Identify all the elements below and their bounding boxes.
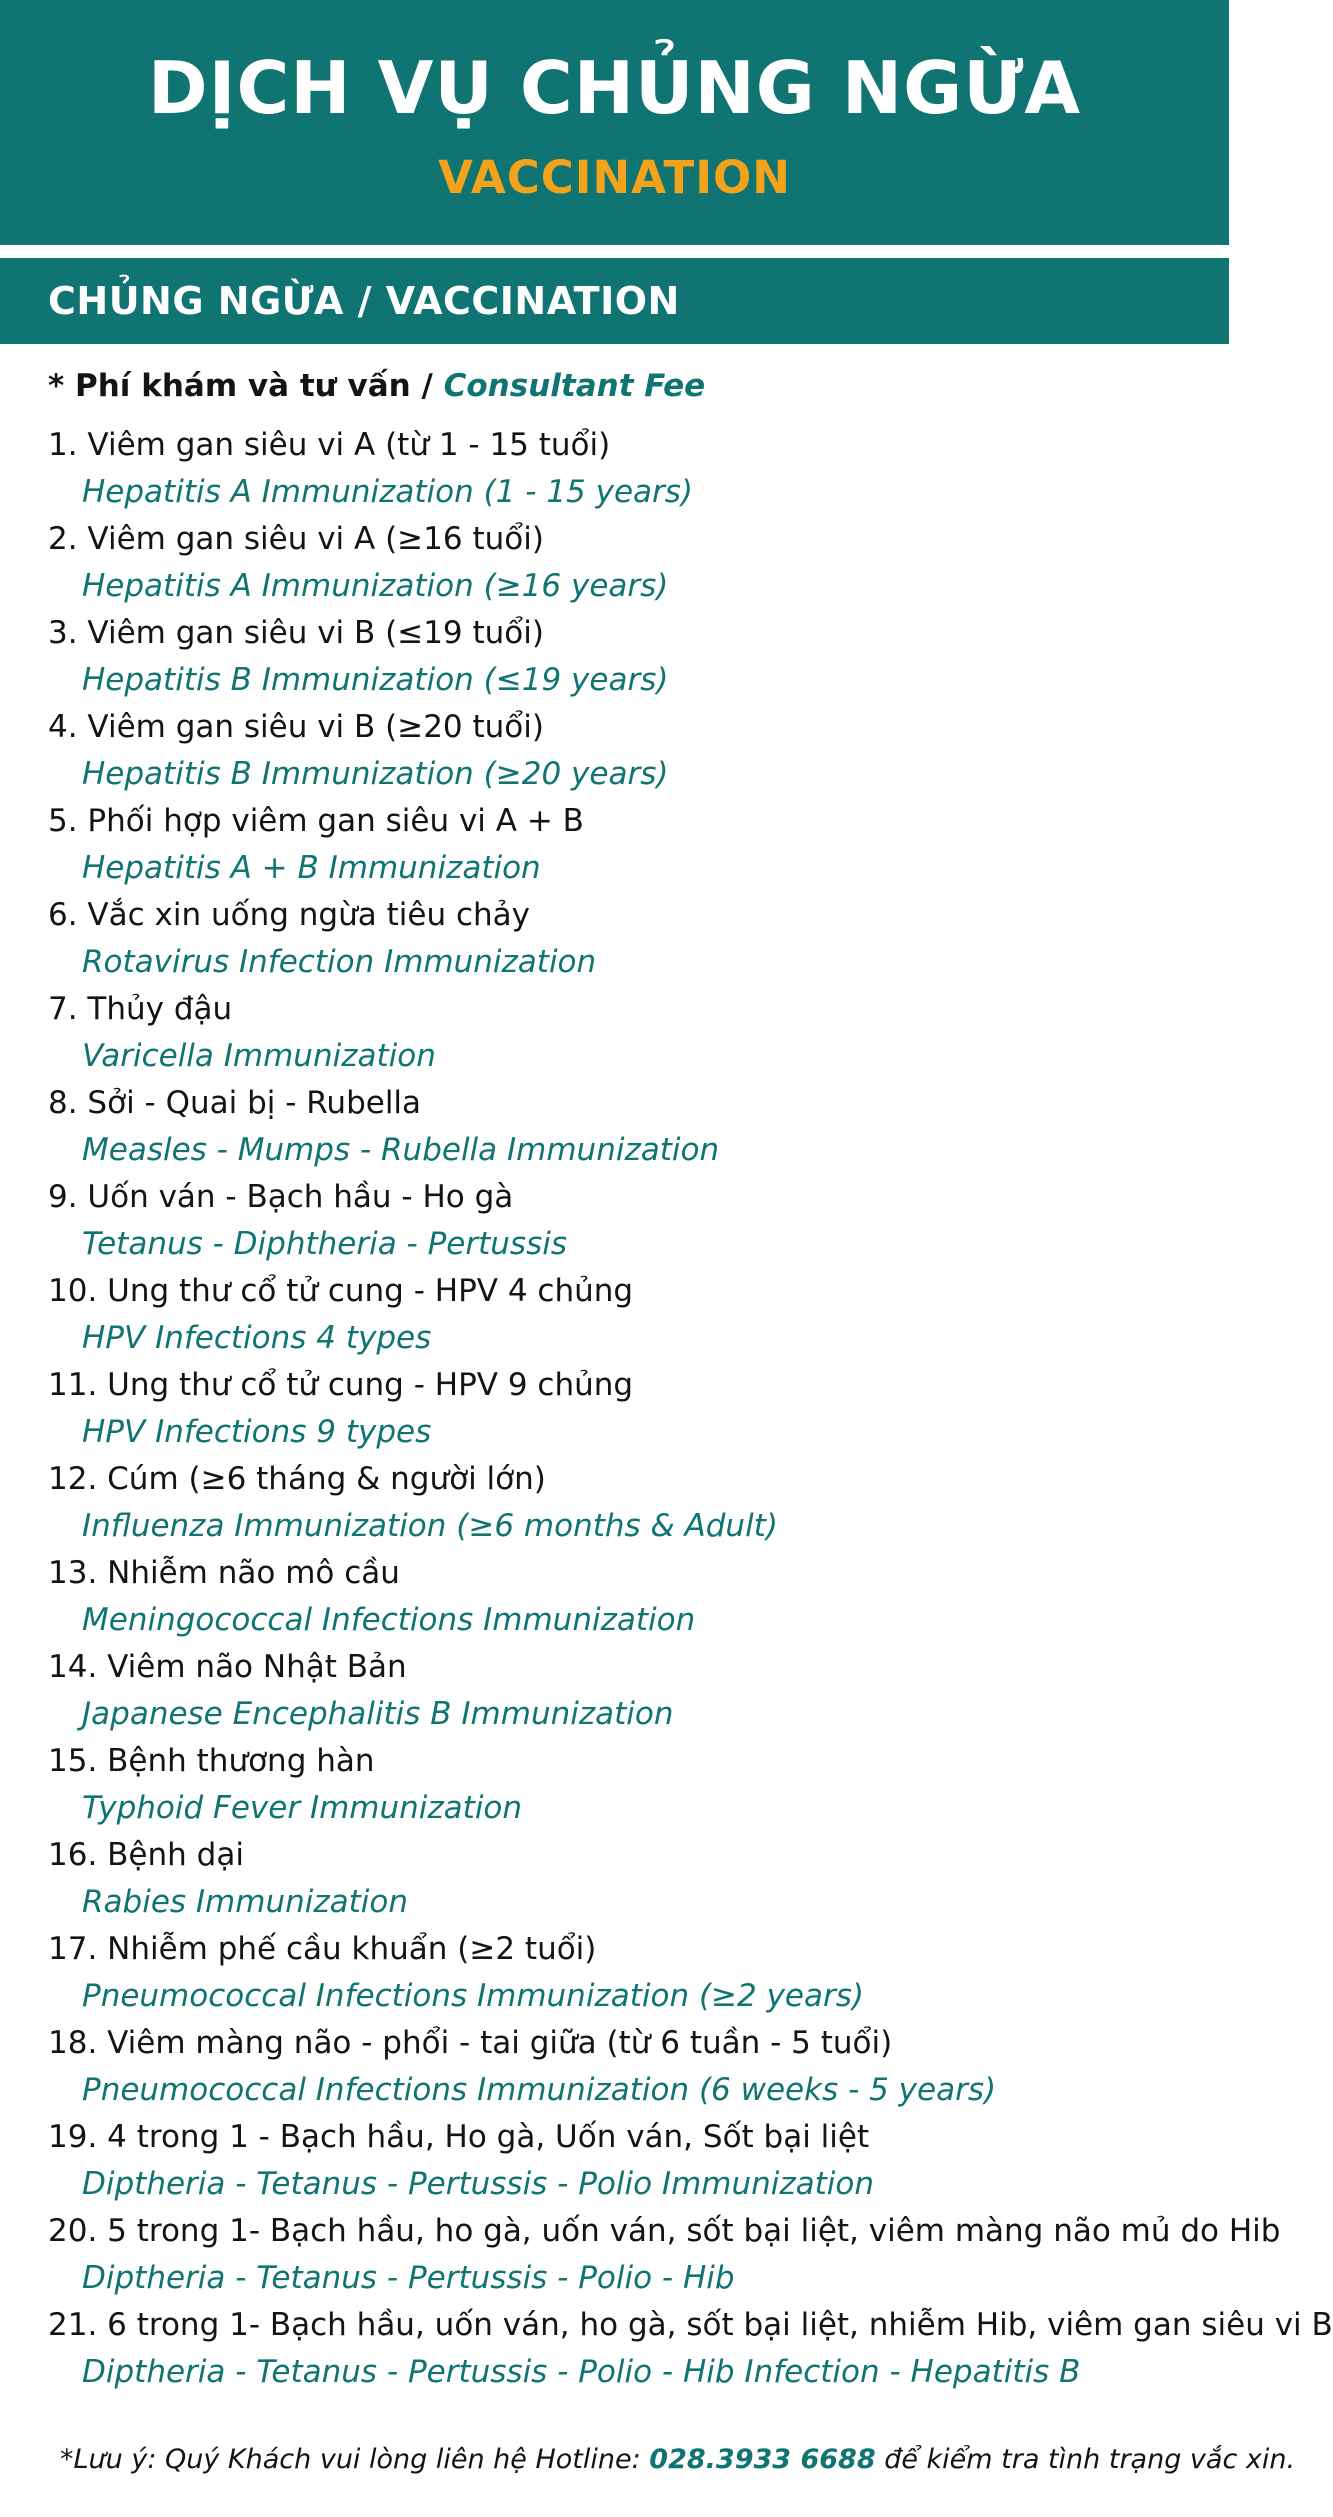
vaccine-item — [48, 1362, 1208, 1456]
note-prefix: *Lưu ý: Quý Khách vui lòng liên hệ Hotline: — [60, 2444, 650, 2475]
vaccine-item — [48, 1738, 1208, 1832]
vaccine-name-en: Typhoid Fever Immunization — [82, 1790, 523, 1826]
vaccine-item — [48, 1832, 1208, 1926]
vaccine-name-vi: 17. Nhiễm phế cầu khuẩn (≥2 tuổi) — [48, 1931, 597, 1967]
vaccine-name-vi: 6. Vắc xin uống ngừa tiêu chảy — [48, 897, 530, 933]
vaccine-name-vi: 13. Nhiễm não mô cầu — [48, 1555, 400, 1591]
vaccine-item — [48, 986, 1208, 1080]
fee-label-en: Consultant Fee — [443, 368, 706, 404]
vaccine-name-en: Hepatitis B Immunization (≤19 years) — [82, 662, 669, 698]
vaccine-list — [48, 360, 1333, 2396]
vaccine-name-en: Japanese Encephalitis B Immunization — [82, 1696, 674, 1732]
vaccine-item — [48, 1080, 1208, 1174]
page-title: DỊCH VỤ CHỦNG NGỪA — [147, 46, 1082, 130]
vaccine-name-vi: 10. Ung thư cổ tử cung - HPV 4 chủng — [48, 1273, 634, 1309]
vaccine-name-en: Pneumococcal Infections Immunization (≥2 years) — [82, 1978, 864, 2014]
vaccine-item — [48, 2208, 1281, 2302]
vaccine-item — [48, 516, 1208, 610]
vaccine-name-en: Hepatitis A Immunization (1 - 15 years) — [82, 474, 694, 510]
vaccine-name-en: Rabies Immunization — [82, 1884, 408, 1920]
vaccine-item — [48, 2302, 1333, 2396]
vaccine-name-en: Varicella Immunization — [82, 1038, 436, 1074]
page-subtitle: VACCINATION — [438, 151, 791, 204]
vaccine-name-vi: 7. Thủy đậu — [48, 991, 233, 1027]
vaccine-name-vi: 9. Uốn ván - Bạch hầu - Ho gà — [48, 1179, 514, 1215]
vaccine-item — [48, 2114, 1208, 2208]
vaccine-name-vi: 16. Bệnh dại — [48, 1837, 244, 1873]
section-header — [0, 258, 1229, 344]
vaccine-name-en: Diptheria - Tetanus - Pertussis - Polio Immunization — [82, 2166, 875, 2202]
vaccine-name-en: Diptheria - Tetanus - Pertussis - Polio - Hib — [82, 2260, 735, 2296]
vaccine-name-en: Meningococcal Infections Immunization — [82, 1602, 696, 1638]
vaccine-name-vi: 14. Viêm não Nhật Bản — [48, 1649, 407, 1685]
vaccine-name-vi: 19. 4 trong 1 - Bạch hầu, Ho gà, Uốn ván, Sốt bại liệt — [48, 2119, 870, 2155]
vaccine-item — [48, 2020, 1208, 2114]
vaccine-name-en: Measles - Mumps - Rubella Immunization — [82, 1132, 720, 1168]
vaccine-item — [48, 892, 1208, 986]
vaccine-name-vi: 21. 6 trong 1- Bạch hầu, uốn ván, ho gà, sốt bại liệt, nhiễm Hib, viêm gan siêu vi B — [48, 2307, 1333, 2343]
vaccine-name-en: Hepatitis A Immunization (≥16 years) — [82, 568, 669, 604]
header-banner — [0, 0, 1229, 245]
vaccine-name-en: Tetanus - Diphtheria - Pertussis — [82, 1226, 567, 1262]
vaccine-name-en: Hepatitis A + B Immunization — [82, 850, 541, 886]
vaccine-name-vi: 1. Viêm gan siêu vi A (từ 1 - 15 tuổi) — [48, 427, 611, 463]
vaccine-item — [48, 1456, 1208, 1550]
vaccine-item — [48, 798, 1208, 892]
vaccine-name-vi: 11. Ung thư cổ tử cung - HPV 9 chủng — [48, 1367, 634, 1403]
vaccine-item — [48, 1268, 1208, 1362]
vaccine-item — [48, 1926, 1208, 2020]
vaccine-name-en: Influenza Immunization (≥6 months & Adult) — [82, 1508, 778, 1544]
vaccine-item — [48, 1644, 1208, 1738]
vaccine-item — [48, 704, 1208, 798]
vaccine-name-en: Diptheria - Tetanus - Pertussis - Polio - Hib Infection - Hepatitis B — [82, 2354, 1081, 2390]
vaccine-item — [48, 1174, 1208, 1268]
section-title: CHỦNG NGỪA / VACCINATION — [48, 279, 680, 323]
consultant-fee-line — [48, 360, 1208, 412]
vaccine-name-vi: 15. Bệnh thương hàn — [48, 1743, 375, 1779]
vaccine-name-vi: 4. Viêm gan siêu vi B (≥20 tuổi) — [48, 709, 544, 745]
vaccine-name-vi: 2. Viêm gan siêu vi A (≥16 tuổi) — [48, 521, 544, 557]
vaccine-name-en: HPV Infections 9 types — [82, 1414, 432, 1450]
vaccine-name-vi: 3. Viêm gan siêu vi B (≤19 tuổi) — [48, 615, 544, 651]
vaccine-item — [48, 1550, 1208, 1644]
vaccine-name-en: Pneumococcal Infections Immunization (6 weeks - 5 years) — [82, 2072, 997, 2108]
fee-label-vi: * Phí khám và tư vấn / — [48, 368, 444, 404]
vaccine-name-vi: 18. Viêm màng não - phổi - tai giữa (từ 6 tuần - 5 tuổi) — [48, 2025, 893, 2061]
vaccine-name-vi: 5. Phối hợp viêm gan siêu vi A + B — [48, 803, 584, 839]
hotline-note — [60, 2440, 1296, 2480]
vaccine-name-en: Hepatitis B Immunization (≥20 years) — [82, 756, 669, 792]
vaccine-item — [48, 610, 1208, 704]
vaccine-item — [48, 422, 1208, 516]
vaccine-name-vi: 20. 5 trong 1- Bạch hầu, ho gà, uốn ván, sốt bại liệt, viêm màng não mủ do Hib — [48, 2213, 1281, 2249]
vaccine-name-vi: 8. Sởi - Quai bị - Rubella — [48, 1085, 422, 1121]
note-suffix: để kiểm tra tình trạng vắc xin. — [875, 2444, 1296, 2475]
vaccine-name-en: Rotavirus Infection Immunization — [82, 944, 597, 980]
hotline-number[interactable]: 028.3933 6688 — [649, 2444, 876, 2475]
vaccine-name-vi: 12. Cúm (≥6 tháng & người lớn) — [48, 1461, 546, 1497]
vaccine-name-en: HPV Infections 4 types — [82, 1320, 432, 1356]
